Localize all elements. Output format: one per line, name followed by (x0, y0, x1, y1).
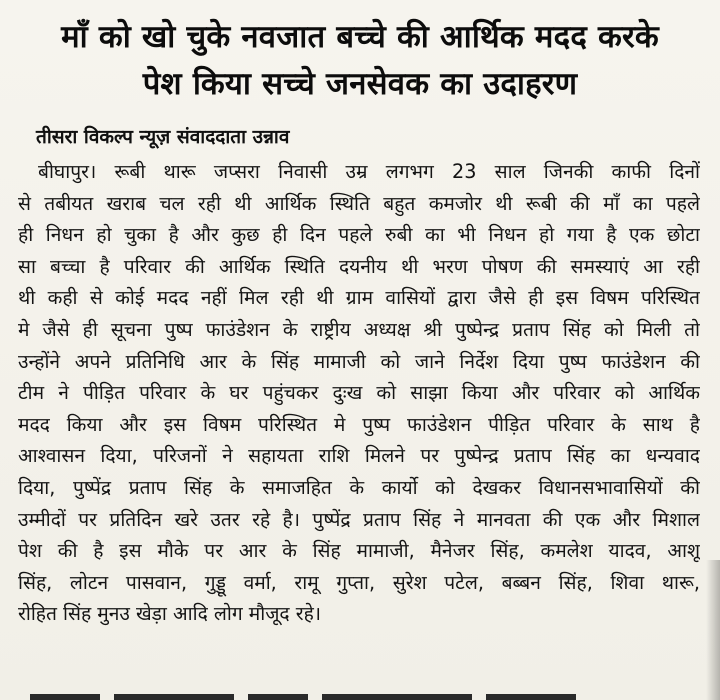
headline (10, 14, 710, 108)
article-body (18, 156, 700, 630)
body-line: पेश की है इस मौके पर आर के सिंह मामाजी, मैनेजर सिंह, कमलेश यादव, आशू (18, 539, 700, 563)
headline-line-1: माँ को खो चुके नवजात बच्चे की आर्थिक मदद करके (61, 19, 659, 55)
body-line: से तबीयत खराब चल रही थी आर्थिक स्थिति बहुत कमजोर थी रूबी की माँ का पहले (18, 191, 700, 215)
body-line: दिया, पुष्पेंद्र प्रताप सिंह के समाजहित के कार्यो को देखकर विधानसभावासियों की (18, 475, 700, 499)
body-line: सा बच्चा है परिवार की आर्थिक स्थिति दयनीय थी भरण पोषण की समस्याएं आ रही (18, 254, 700, 278)
body-line: मे जैसे ही सूचना पुष्प फाउंडेशन के राष्ट्रीय अध्यक्ष श्री पुष्पेन्द्र प्रताप सिंह को मिली तो (18, 317, 700, 341)
cut-off-next-line (30, 694, 670, 700)
body-line: आश्वासन दिया, परिजनों ने सहायता राशि मिलने पर पुष्पेन्द्र प्रताप सिंह का धन्यवाद (18, 444, 700, 468)
body-line: थी कही से कोई मदद नहीं मिल रही थी ग्राम वासियों द्वारा जैसे ही इस विषम परिस्थित (18, 286, 700, 310)
body-line: सिंह, लोटन पासवान, गुड्डू वर्मा, रामू गुप्ता, सुरेश पटेल, बब्बन सिंह, शिवा थारू, (18, 570, 700, 594)
headline-line-2: पेश किया सच्चे जनसेवक का उदाहरण (142, 66, 578, 102)
body-line: उन्होंने अपने प्रतिनिधि आर के सिंह मामाजी को जाने निर्देश दिया पुष्प फाउंडेशन की (18, 349, 700, 373)
body-line: बीघापुर। रूबी थारू जप्सरा निवासी उम्र लगभग 23 साल जिनकी काफी दिनों (38, 160, 700, 183)
body-line: उम्मीदों पर प्रतिदिन खरे उतर रहे है। पुष्पेंद्र प्रताप सिंह ने मानवता की एक और मिशाल (18, 507, 700, 531)
body-line: रोहित सिंह मुनउ खेड़ा आदि लोग मौजूद रहे। (18, 602, 322, 626)
body-line: टीम ने पीड़ित परिवार के घर पहुंचकर दुःख को साझा किया और परिवार को आर्थिक (18, 381, 700, 405)
page-edge-shadow (706, 560, 720, 700)
byline: तीसरा विकल्प न्यूज़ संवाददाता उन्नाव (36, 126, 290, 148)
body-line: मदद किया और इस विषम परिस्थित मे पुष्प फाउंडेशन पीड़ित परिवार के साथ है (18, 412, 700, 436)
body-line: ही निधन हो चुका है और कुछ ही दिन पहले रुबी का भी निधन हो गया है एक छोटा (18, 223, 700, 247)
